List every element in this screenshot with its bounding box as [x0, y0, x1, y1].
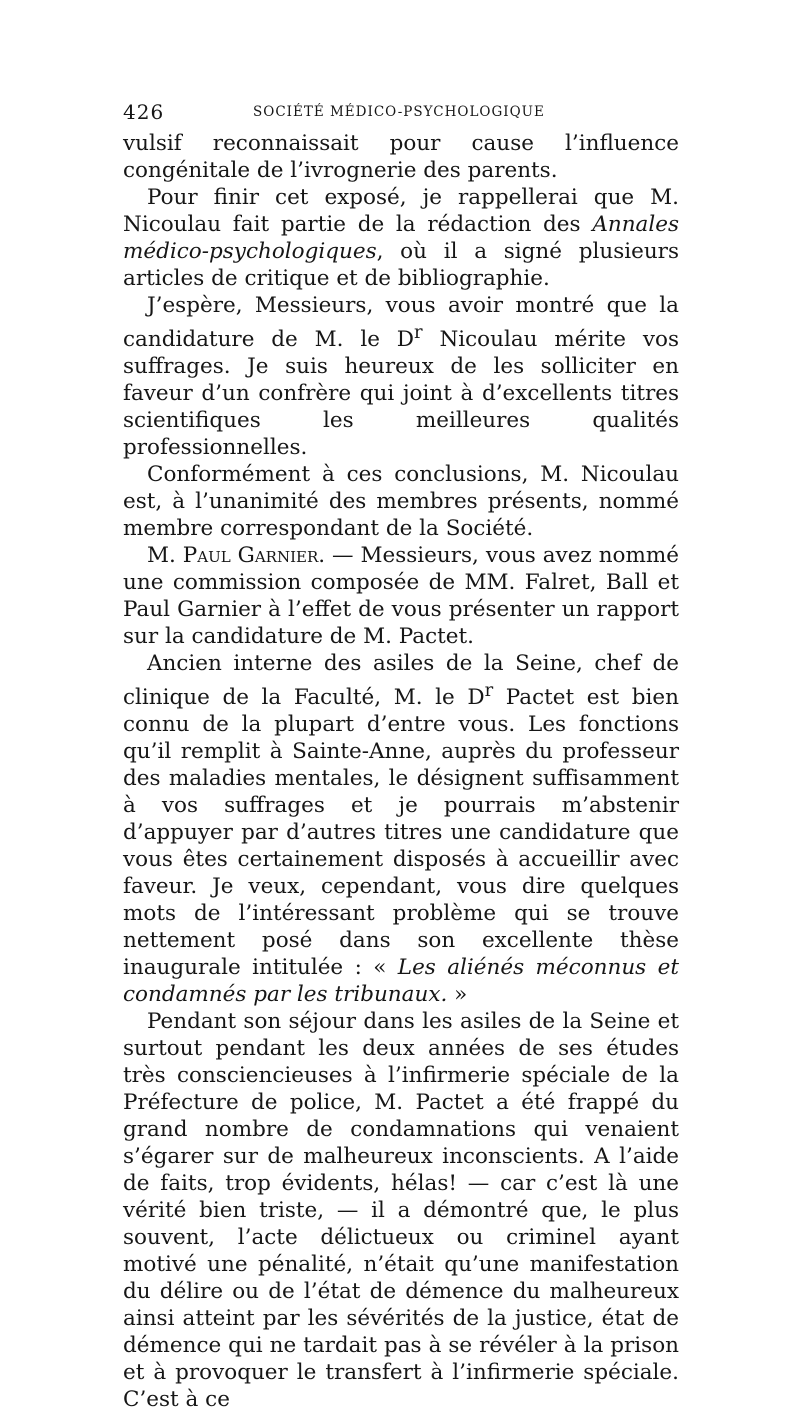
speaker-name: M. Paul Garnier.	[147, 543, 326, 569]
paragraph-2-text-a: Pour finir cet exposé, je rappellerai que M. Nicoulau fait partie de la rédaction des	[123, 185, 679, 237]
paragraph-5	[123, 542, 679, 650]
paragraph-4	[123, 461, 679, 542]
paragraph-2-text-b: , où il a signé plusieurs articles de critique et de bibliographie.	[123, 239, 679, 291]
book-page	[123, 100, 679, 1413]
paragraph-3	[123, 292, 679, 461]
running-title: SOCIÉTÉ MÉDICO-PSYCHOLOGIQUE	[253, 104, 545, 120]
paragraph-7	[123, 1008, 679, 1413]
paragraph-3-text-b: Nicoulau mérite vos suffrages. Je suis heureux de les solliciter en faveur d’un confrère qui joint à d’excellents titres scientifiques les meilleures qualités professionnelles.	[123, 327, 679, 461]
running-head	[123, 100, 679, 128]
body-text	[123, 130, 679, 1413]
page-number: 426	[123, 100, 165, 124]
doctor-superscript: r	[414, 322, 423, 343]
paragraph-6-text-c: »	[447, 982, 468, 1008]
paragraph-1	[123, 130, 679, 184]
paragraph-1-text: vulsif reconnaissait pour cause l’influence congénitale de l’ivrognerie des parents.	[123, 131, 679, 183]
paragraph-7-text: Pendant son séjour dans les asiles de la Seine et surtout pendant les deux années de ses études très consciencieuses à l’infirmerie spéciale de la Préfecture de police, M. Pactet a été frappé du grand nombre de condamnations qui venaient s’égarer sur de malheureux inconscients. A l’aide de faits, trop évidents, hélas! — car c’est là une vérité bien triste, — il a démontré que, le plus souvent, l’acte délictueux ou criminel ayant motivé une pénalité, n’était qu’une manifestation du délire ou de l’état de démence du malheureux ainsi atteint par les sévérités de la justice, état de démence qui ne tardait pas à se révéler à la prison et à provoquer le transfert à l’infirmerie spéciale. C’est à ce	[123, 1009, 679, 1413]
thesis-title: Les aliénés méconnus et condamnés par les tribunaux.	[123, 955, 679, 1008]
doctor-superscript: r	[484, 680, 494, 702]
paragraph-3-text-a: J’espère, Messieurs, vous avoir montré que la candidature de M. le D	[123, 293, 679, 353]
journal-title: Annales médico-psychologiques	[123, 212, 679, 264]
paragraph-6-text-b: Pactet est bien connu de la plupart d’entre vous. Les fonctions qu’il remplit à Sainte-Anne, auprès du professeur des maladies mentales, le désignent suffisamment à vos suffrages et je pourrais m’abstenir d’appuyer par d’autres titres une candidature que vous êtes certainement disposés à accueillir avec faveur. Je veux, cependant, vous dire quelques mots de l’intéressant problème qui se trouve nettement posé dans son excellente thèse inaugurale intitulée : «	[123, 685, 679, 981]
paragraph-5-text: — Messieurs, vous avez nommé une commission composée de MM. Falret, Ball et Paul Garnier à l’effet de vous présenter un rapport sur la candidature de M. Pactet.	[123, 543, 679, 650]
paragraph-6-text-a: Ancien interne des asiles de la Seine, chef de clinique de la Faculté, M. le D	[123, 651, 679, 711]
paragraph-4-text: Conformément à ces conclusions, M. Nicoulau est, à l’unanimité des membres présents, nommé membre correspondant de la Société.	[123, 462, 679, 542]
paragraph-2	[123, 184, 679, 292]
paragraph-6	[123, 650, 679, 1008]
